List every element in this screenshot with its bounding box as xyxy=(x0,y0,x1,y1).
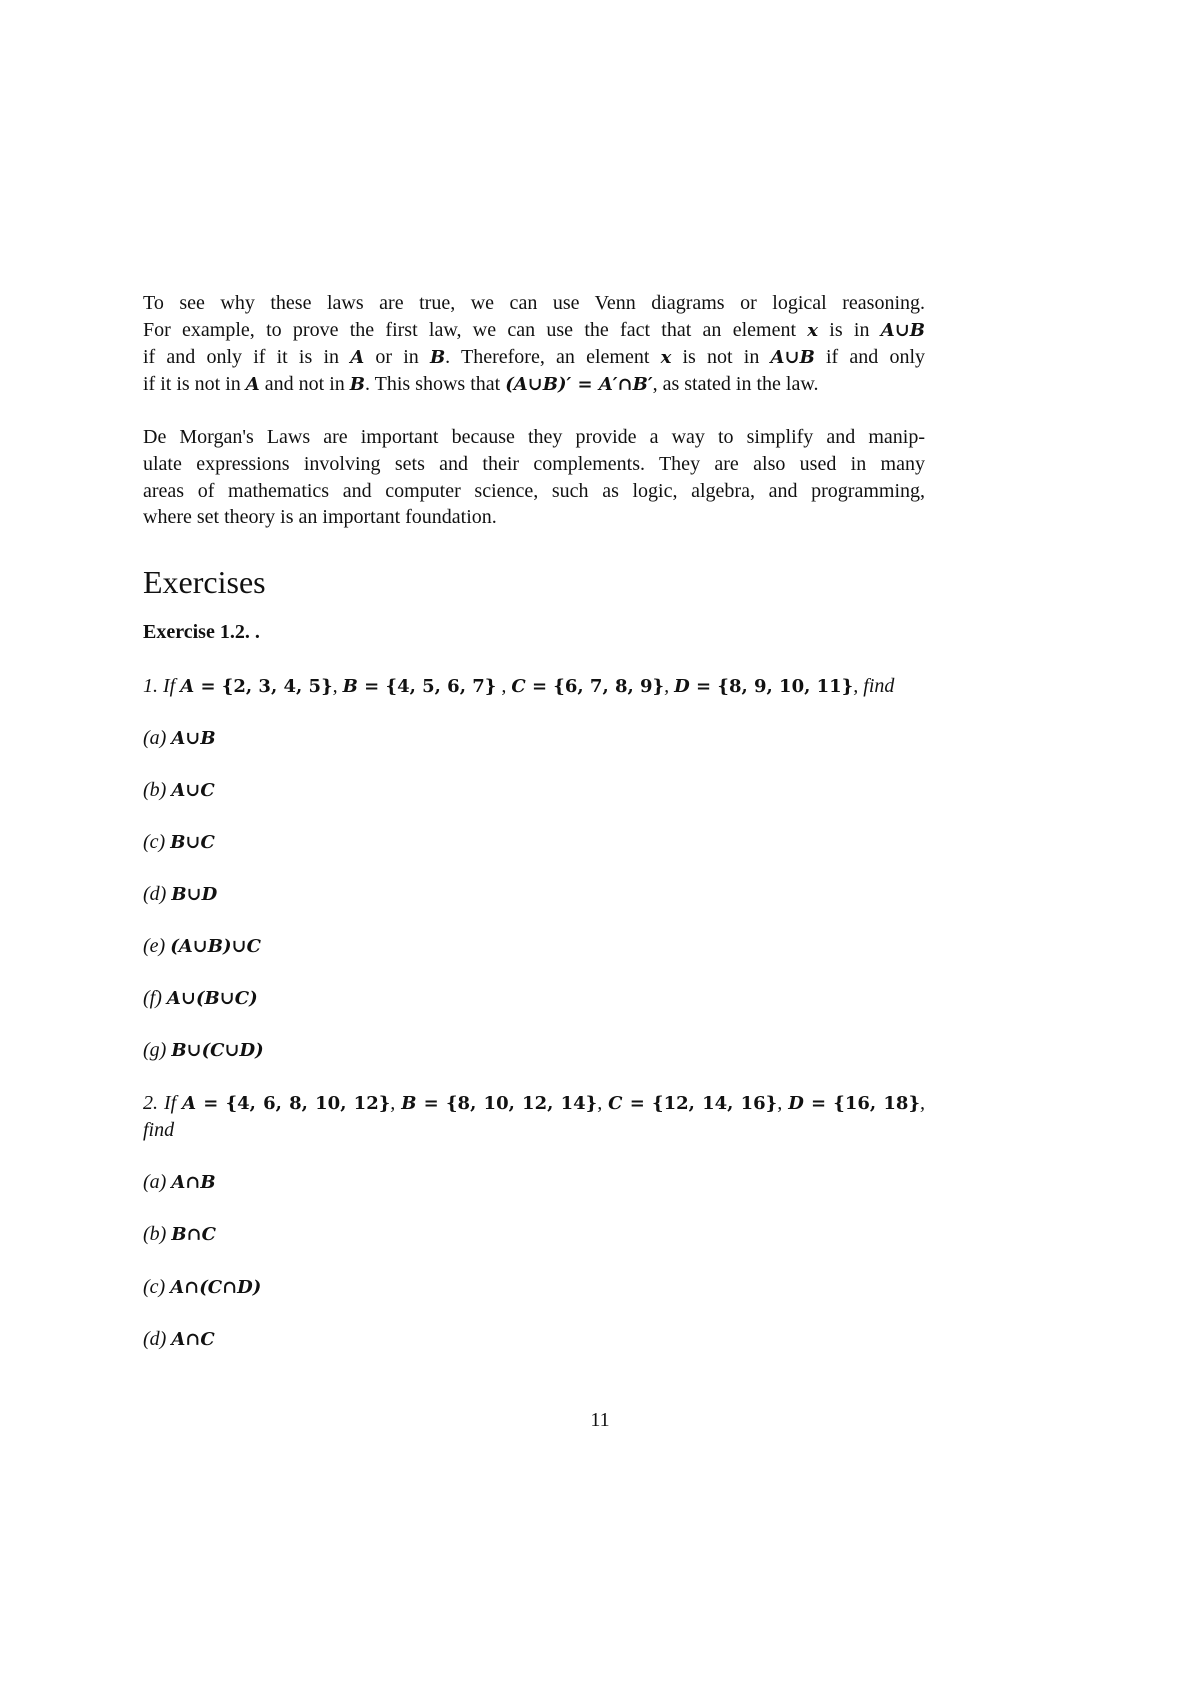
exercise-item xyxy=(143,933,925,960)
text-run: find xyxy=(143,1119,175,1141)
text-run: if and only if it is in xyxy=(143,346,351,368)
text-run: 2. If xyxy=(143,1092,183,1114)
math-expression: = {2, 3, 4, 5} xyxy=(194,676,333,697)
text-run: areas of mathematics and computer science, such as logic, algebra, and programming, xyxy=(143,480,925,502)
exercise-item xyxy=(143,1326,925,1353)
paragraph-line xyxy=(143,290,925,317)
math-expression: = {4, 5, 6, 7} xyxy=(357,676,497,697)
math-expression: = {4, 6, 8, 10, 12} xyxy=(196,1093,391,1114)
text-run: (a) xyxy=(143,727,172,749)
math-expression: D xyxy=(674,676,690,697)
text-run: , xyxy=(390,1092,402,1114)
math-expression: = {8, 10, 12, 14} xyxy=(416,1093,598,1114)
exercise-item xyxy=(143,1274,925,1301)
text-run: To see why these laws are true, we can use Venn diagrams or logical reasoning. xyxy=(143,292,925,314)
text-run: . Therefore, an element xyxy=(445,346,661,368)
text-run: if and only xyxy=(814,346,925,368)
math-expression: C xyxy=(511,676,526,697)
math-expression: A∪C xyxy=(171,780,215,801)
text-run: (b) xyxy=(143,779,172,801)
text-run: ulate expressions involving sets and their complements. They are also used in many xyxy=(143,453,925,475)
exercise-item xyxy=(143,1221,925,1248)
text-run: For example, to prove the first law, we can use the fact that an element xyxy=(143,319,808,341)
text-run: where set theory is an important foundation. xyxy=(143,506,497,528)
text-run: , xyxy=(597,1092,609,1114)
exercise-item xyxy=(143,1169,925,1196)
text-run: (c) xyxy=(143,1276,171,1298)
math-expression: A∪B xyxy=(770,347,815,368)
text-run: (f) xyxy=(143,987,167,1009)
math-expression: D xyxy=(788,1093,804,1114)
paragraph-line xyxy=(143,317,925,344)
math-expression: B∪C xyxy=(170,832,215,853)
exercise-item xyxy=(143,881,925,908)
paragraph-line xyxy=(143,371,925,398)
math-expression: B∪D xyxy=(171,884,218,905)
text-run: , xyxy=(920,1092,926,1114)
math-expression: x xyxy=(660,347,672,368)
exercise-item xyxy=(143,725,925,752)
paragraph-line xyxy=(143,451,925,478)
text-run: De Morgan's Laws are important because they provide a way to simplify and manip- xyxy=(143,426,925,448)
math-expression: A∩C xyxy=(171,1329,215,1350)
math-expression: B xyxy=(342,676,358,697)
math-expression: A∩B xyxy=(171,1172,216,1193)
math-expression: A∪(B∪C) xyxy=(166,988,258,1009)
text-run: , xyxy=(664,675,675,697)
math-expression: C xyxy=(608,1093,623,1114)
math-expression: = {12, 14, 16} xyxy=(622,1093,778,1114)
exercise-item xyxy=(143,1117,925,1144)
text-run: . This shows that xyxy=(364,373,506,395)
exercise-item xyxy=(143,985,925,1012)
text-run: , xyxy=(332,675,343,697)
math-expression: A xyxy=(245,374,260,395)
math-expression: A xyxy=(350,347,365,368)
math-expression: = {8, 9, 10, 11} xyxy=(689,676,854,697)
math-expression: (A∪B)∪C xyxy=(170,936,261,957)
text-run: , find xyxy=(853,675,895,697)
text-run: 1. If xyxy=(143,675,181,697)
exercise-item xyxy=(143,1090,925,1117)
math-expression: = {16, 18} xyxy=(803,1093,921,1114)
math-expression: B xyxy=(349,374,365,395)
text-run: (d) xyxy=(143,1328,172,1350)
page-number: 11 xyxy=(590,1409,610,1431)
exercise-item xyxy=(143,1037,925,1064)
exercise-item xyxy=(143,673,925,700)
text-run: (b) xyxy=(143,1223,172,1245)
exercise-item xyxy=(143,777,925,804)
math-expression: B xyxy=(429,347,446,368)
paragraph-line xyxy=(143,424,925,451)
math-expression: x xyxy=(807,320,819,341)
math-expression: B∪(C∪D) xyxy=(171,1040,264,1061)
math-expression: B∩C xyxy=(171,1224,216,1245)
text-run: and not in xyxy=(259,373,350,395)
paragraph-line xyxy=(143,344,925,371)
math-expression: A xyxy=(180,676,195,697)
math-expression: = {6, 7, 8, 9} xyxy=(525,676,665,697)
paragraph-line xyxy=(143,504,925,531)
text-run: or in xyxy=(364,346,430,368)
math-expression: A∪B xyxy=(880,320,926,341)
text-run: (g) xyxy=(143,1039,172,1061)
text-run: (a) xyxy=(143,1171,172,1193)
text-run: is in xyxy=(818,319,881,341)
text-run: (e) xyxy=(143,935,171,957)
text-run: (d) xyxy=(143,883,172,905)
math-expression: A xyxy=(182,1093,197,1114)
section-title: Exercises xyxy=(143,564,266,600)
text-run: (c) xyxy=(143,831,171,853)
text-run: if it is not in xyxy=(143,373,246,395)
exercise-item xyxy=(143,829,925,856)
math-expression: A∩(C∩D) xyxy=(170,1277,262,1298)
text-run: is not in xyxy=(671,346,771,368)
math-expression: A∪B xyxy=(171,728,216,749)
math-expression: (A∪B)′ = A′∩B′ xyxy=(505,374,653,395)
text-run: , as stated in the law. xyxy=(652,373,819,395)
exercise-label: Exercise 1.2. . xyxy=(143,621,260,643)
math-expression: B xyxy=(401,1093,417,1114)
paragraph-line xyxy=(143,478,925,505)
text-run: , xyxy=(496,675,512,697)
text-run: , xyxy=(777,1092,789,1114)
